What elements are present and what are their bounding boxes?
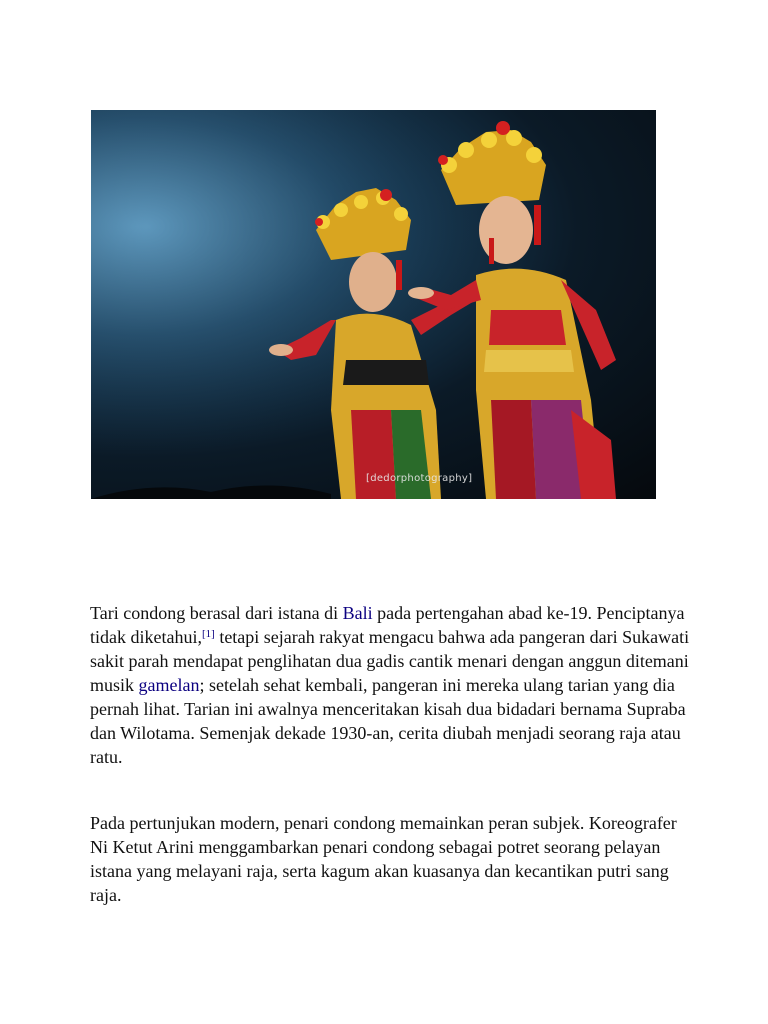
photo-watermark: [dedorphotography] [366, 473, 473, 484]
reference-superscript [202, 628, 215, 640]
paragraph-1-part-1: Tari condong berasal dari istana di [90, 603, 343, 623]
dancers-photo [91, 110, 656, 499]
bali-link[interactable]: Bali [342, 603, 373, 623]
paragraph-modern-text: Pada pertunjukan modern, penari condong memainkan peran subjek. Koreografer Ni Ketut Arini menggambarkan penari condong sebagai potret seorang pelayan istana yang melayani raja, serta kagum akan kuasanya dan kecantikan putri sang raja. [90, 813, 677, 905]
reference-1-link[interactable]: [1] [201, 628, 215, 640]
paragraph-1-part-2: pada pertengahan abad ke-19. Penciptanya tidak diketahui, [90, 603, 685, 647]
paragraph-1-part-3: tetapi sejarah rakyat mengacu bahwa ada pangeran dari Sukawati sakit parah mendapat penglihatan dua gadis cantik menari dengan anggun ditemani musik [90, 627, 690, 695]
gamelan-link[interactable]: gamelan [138, 675, 200, 695]
paragraph-modern [90, 811, 690, 907]
dancers-illustration [91, 110, 656, 499]
paragraph-history-text [90, 601, 690, 769]
paragraph-history [90, 601, 690, 769]
paragraph-1-part-4: ; setelah sehat kembali, pangeran ini mereka ulang tarian yang dia pernah lihat. Tarian ini awalnya menceritakan kisah dua bidadari bernama Supraba dan Wilotama. Semenjak dekade 1930-an, cerita diubah menjadi seorang raja atau ratu. [90, 675, 686, 767]
